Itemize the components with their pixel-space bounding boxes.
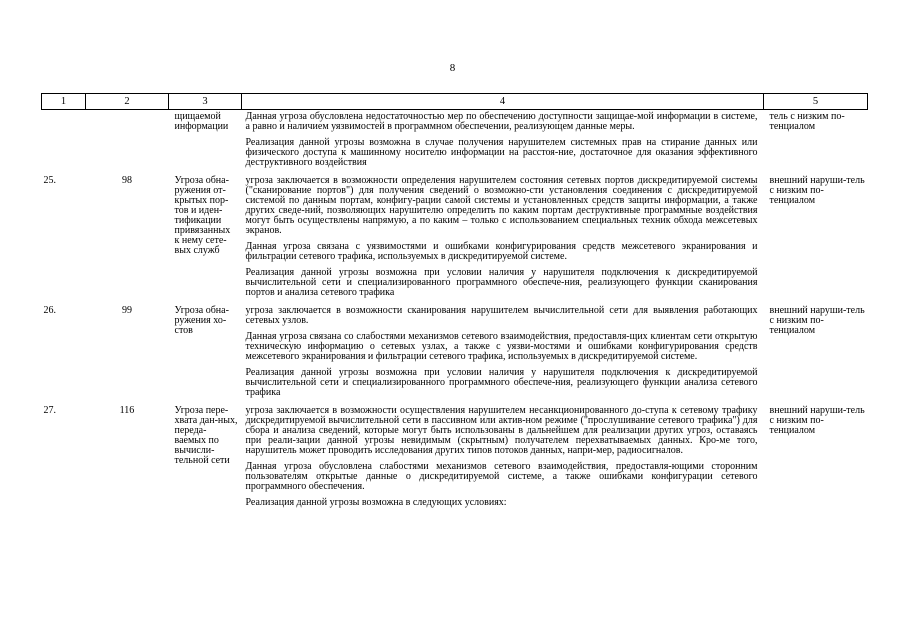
- description-paragraph: угроза заключается в возможности осуществления нарушителем несанкционированного до-ступа к сетевому трафику дискредитируемой вычислительной сети в пассивном или актив-ном режиме ("прослушивание сетевого трафика") для сбора и анализа сведений, которые могут быть использованы в дальнейшем для реализации других угроз, оставаясь при реали-зации данной угрозы невидимым (скрытным) получателем перехватываемых данных. Кро-ме того, нарушитель может проводить исследования других типов потоков данных, напри-мер, радиосигналов.: [245, 405, 758, 456]
- description-paragraph: Данная угроза связана с уязвимостями и ошибками конфигурирования средств межсетевого экранирования и фильтрации сетевого трафика, используемых в дискредитируемой системе.: [245, 241, 758, 262]
- column-header: 4: [242, 94, 764, 110]
- threat-code: 99: [122, 305, 132, 316]
- table-row: [42, 301, 868, 401]
- violator-type: внешний наруши-тель с низким по-тенциалом: [769, 175, 865, 206]
- description-paragraph: Реализация данной угрозы возможна в случае получения нарушителем системных прав на стирание данных или физического доступа к машинному носителю информации на расстоя-ние, достаточное для оказания эффективного деструктивного воздействия: [245, 137, 758, 168]
- threat-code: 116: [119, 405, 135, 416]
- threat-name: щищаемой информации: [174, 111, 229, 132]
- table-row: [42, 110, 868, 172]
- threat-code: 98: [122, 175, 132, 186]
- violator-type: внешний наруши-тель с низким по-тенциалом: [769, 305, 865, 336]
- description-paragraph: Данная угроза обусловлена недостаточностью мер по обеспечению доступности защищае-мой информации в системе, а равно и наличием уязвимостей в программном обеспечении, реализующем данные меры.: [245, 111, 758, 132]
- description-paragraph: угроза заключается в возможности определения нарушителем состояния сетевых портов дискредитируемой системы ("сканирование портов") для получения сведений о возможно-сти установления соединения с дискредитируемой системой по данным портам, конфигу-рации самой системы и установленных средств защиты информации, а также других сведе-ний, позволяющих нарушителю определить по каким портам деструктивные программные воздействия могут быть осуществлены напрямую, а по каким – только с использованием специальных техник обхода межсетевых экранов.: [245, 175, 758, 236]
- table-row: [42, 401, 868, 511]
- threat-table: [41, 93, 868, 511]
- threat-description: [242, 301, 764, 401]
- column-header: 1: [42, 94, 86, 110]
- column-header: 2: [86, 94, 169, 110]
- table-header-row: [42, 94, 868, 110]
- page-number: 8: [449, 62, 456, 74]
- threat-code: [86, 110, 169, 172]
- threat-description: [242, 171, 764, 301]
- violator-type: тель с низким по-тенциалом: [769, 111, 845, 132]
- row-number: 27.: [43, 405, 56, 416]
- threat-name: Угроза обна-ружения от-крытых пор-тов и иден-тификации привязанных к нему сете-вых служб: [174, 175, 231, 256]
- description-paragraph: Реализация данной угрозы возможна при условии наличия у нарушителя подключения к дискредитируемой вычислительной сети и специализированного программного обеспече-ния, реализующего функции анализа сетевого трафика: [245, 367, 758, 398]
- table-row: [42, 171, 868, 301]
- description-paragraph: угроза заключается в возможности сканирования нарушителем вычислительной сети для выявления работающих сетевых узлов.: [245, 305, 758, 326]
- row-number: 25.: [43, 175, 56, 186]
- threat-description: [242, 110, 764, 172]
- description-paragraph: Данная угроза обусловлена слабостями механизмов сетевого взаимодействия, предоставля-ющими сторонним пользователям открытые данные о дискредитируемой системе, а также ошибками конфигурации сетевого программного обеспечения.: [245, 461, 758, 492]
- threat-description: [242, 401, 764, 511]
- description-paragraph: Реализация данной угрозы возможна при условии наличия у нарушителя подключения к дискредитируемой вычислительной сети и специализированного программного обеспече-ния, реализующего функции сканирования портов и анализа сетевого трафика: [245, 267, 758, 298]
- description-paragraph: Реализация данной угрозы возможна в следующих условиях:: [245, 497, 507, 508]
- threat-name: Угроза пере-хвата дан-ных, переда-ваемых по вычисли-тельной сети: [174, 405, 238, 466]
- violator-type: внешний наруши-тель с низким по-тенциалом: [769, 405, 865, 436]
- threat-name: Угроза обна-ружения хо-стов: [174, 305, 229, 336]
- column-header: 3: [169, 94, 242, 110]
- description-paragraph: Данная угроза связана со слабостями механизмов сетевого взаимодействия, предоставля-щих клиентам сети открытую техническую информацию о сетевых узлах, а также с уязви-мостями и ошибками конфигурирования средств межсетевого экранирования и фильтрации сетевого трафика, используемых в дискредитируемой системе.: [245, 331, 758, 362]
- row-number: [42, 110, 86, 172]
- column-header: 5: [764, 94, 868, 110]
- row-number: 26.: [43, 305, 56, 316]
